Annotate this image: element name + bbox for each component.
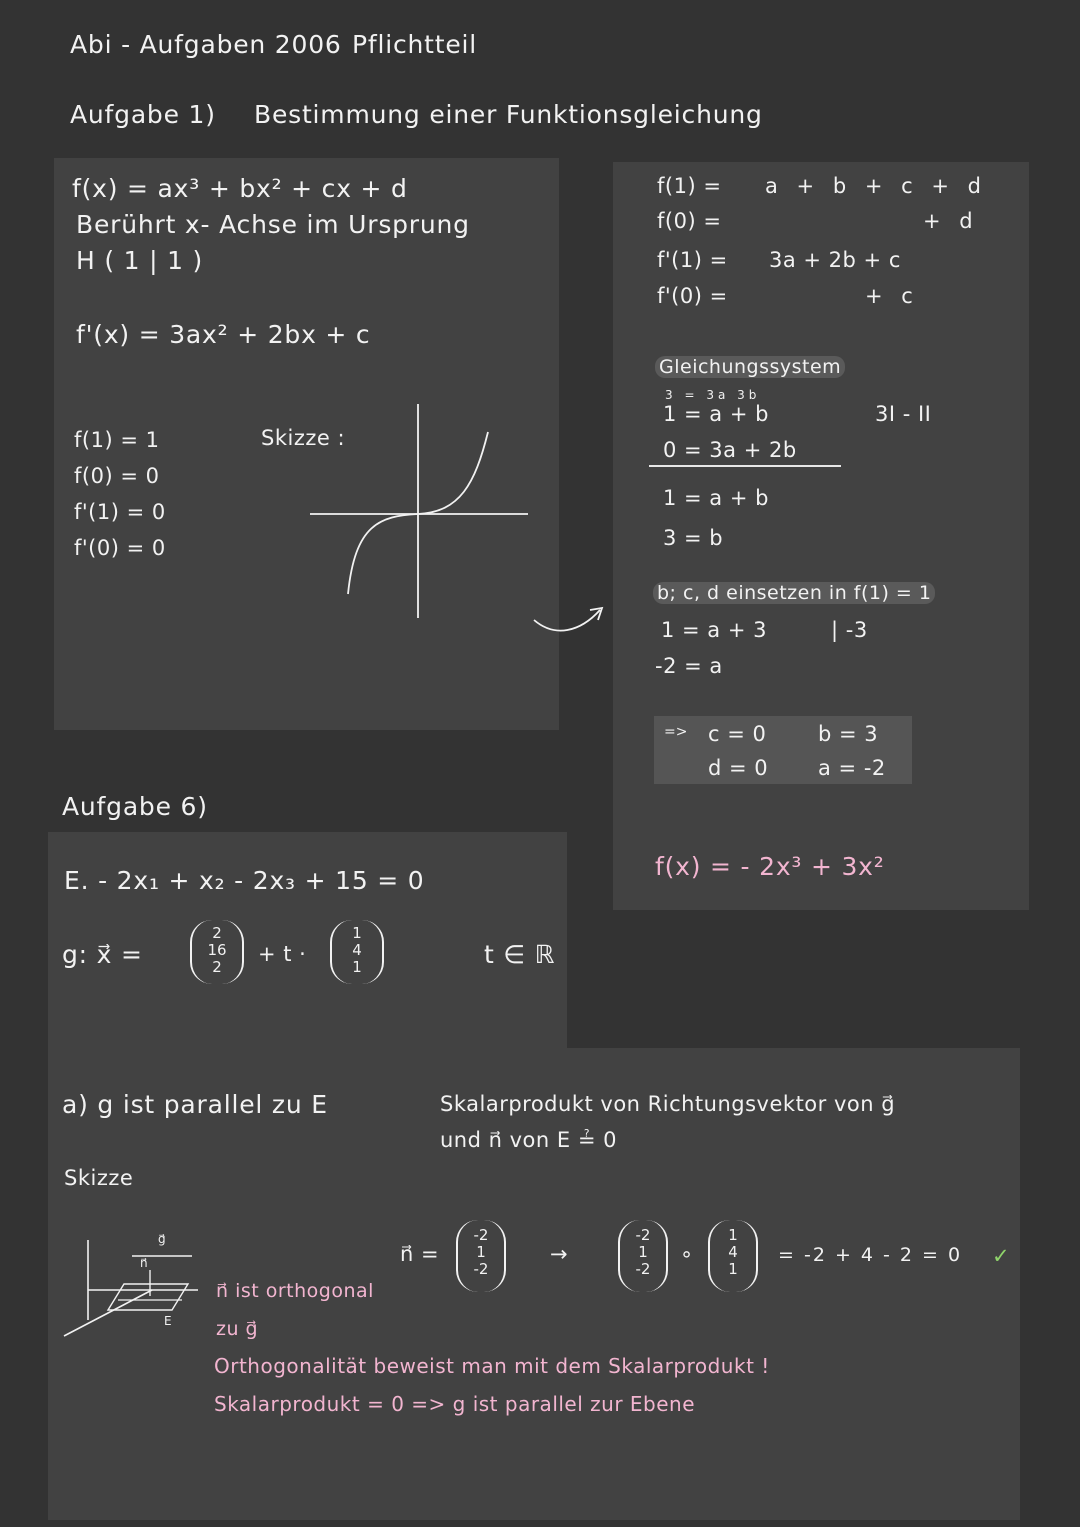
system-row: 0 = 3a + 2b	[663, 438, 797, 462]
task1-solution-panel	[613, 162, 1029, 910]
line-prefix: g: x⃗ =	[62, 940, 143, 969]
support-vector	[190, 920, 244, 984]
task1-heading: Bestimmung einer Funktionsgleichung	[254, 100, 763, 129]
sketch-g-label: g⃗	[158, 1232, 166, 1246]
vector-component: 2	[212, 958, 222, 976]
normal-vector	[456, 1220, 506, 1292]
vector-component: -2	[473, 1260, 489, 1278]
equation-rhs: + d	[923, 209, 979, 233]
substitute-label: b; c, d einsetzen in f(1) = 1	[653, 582, 935, 604]
vector-component: -2	[473, 1226, 489, 1244]
sketch-n-label: n⃗	[140, 1256, 148, 1270]
system-row: 3 = b	[663, 526, 724, 550]
substitute-row: -2 = a	[655, 654, 723, 678]
result-b: b = 3	[818, 722, 879, 746]
plane-sketch	[62, 1220, 212, 1340]
divider	[649, 465, 841, 467]
equation-lhs: f(1) =	[657, 174, 722, 198]
task6-part-a-panel	[48, 1048, 1020, 1520]
system-row: 1 = a + b	[663, 486, 769, 510]
check-icon: ✓	[992, 1244, 1011, 1268]
vector-component: 2	[212, 924, 222, 942]
direction-vector	[330, 920, 384, 984]
arrow-icon: →	[550, 1242, 569, 1266]
vector-component: 1	[352, 958, 362, 976]
condition-origin: Berührt x- Achse im Ursprung	[76, 210, 470, 239]
vector-component: 4	[728, 1243, 738, 1261]
note-conclusion: Skalarprodukt = 0 => g ist parallel zur Ebene	[214, 1392, 696, 1416]
function-definition: f(x) = ax³ + bx² + cx + d	[72, 174, 408, 203]
substitute-operation: | -3	[831, 618, 868, 642]
scalar-result: = -2 + 4 - 2 = 0	[778, 1244, 963, 1266]
derivative: f'(x) = 3ax² + 2bx + c	[76, 320, 371, 349]
arrow-icon	[530, 600, 610, 640]
page-title: Abi - Aufgaben 2006	[70, 30, 342, 59]
note-proof: Orthogonalität beweist man mit dem Skalarprodukt !	[214, 1354, 770, 1378]
result-d: d = 0	[708, 756, 769, 780]
equation-lhs: f'(1) =	[657, 248, 728, 272]
direction-vector	[708, 1220, 758, 1292]
vector-component: 1	[352, 924, 362, 942]
vector-component: 1	[728, 1226, 738, 1244]
parameter-term: + t ·	[258, 942, 307, 966]
scalar-explanation: und n⃗ von E ≟ 0	[440, 1128, 617, 1152]
vector-component: 1	[638, 1243, 648, 1261]
vector-component: 1	[476, 1243, 486, 1261]
task1-panel	[54, 158, 559, 730]
final-function: f(x) = - 2x³ + 3x²	[655, 852, 885, 881]
equation-lhs: f(0) =	[657, 209, 722, 233]
scalar-explanation: Skalarprodukt von Richtungsvektor von g⃗	[440, 1092, 896, 1116]
sketch-label: Skizze	[64, 1166, 134, 1190]
task6-panel	[48, 832, 567, 1048]
plane-equation: E. - 2x₁ + x₂ - 2x₃ + 15 = 0	[64, 866, 425, 895]
result-c: c = 0	[708, 722, 767, 746]
note-orthogonal: zu g⃗	[216, 1318, 259, 1340]
system-label: Gleichungssystem	[655, 356, 845, 378]
sketch-e-label: E	[164, 1314, 172, 1328]
system-row: 1 = a + b	[663, 402, 769, 426]
result-a: a = -2	[818, 756, 886, 780]
condition-row: f'(0) = 0	[74, 536, 166, 560]
page-subtitle: Pflichtteil	[352, 30, 478, 59]
implies-arrow: =>	[664, 724, 688, 740]
condition-row: f'(1) = 0	[74, 500, 166, 524]
equation-rhs: + c	[865, 284, 919, 308]
condition-point: H ( 1 | 1 )	[76, 246, 204, 275]
normal-label: n⃗ =	[400, 1242, 440, 1266]
task6-label: Aufgabe 6)	[62, 792, 208, 821]
equation-lhs: f'(0) =	[657, 284, 728, 308]
vector-component: -2	[635, 1260, 651, 1278]
vector-component: -2	[635, 1226, 651, 1244]
results-box	[654, 716, 912, 784]
sketch-label: Skizze :	[261, 426, 346, 450]
normal-vector	[618, 1220, 668, 1292]
part-a-statement: a) g ist parallel zu E	[62, 1090, 328, 1119]
system-operation: 3I - II	[875, 402, 932, 426]
condition-row: f(1) = 1	[74, 428, 160, 452]
substitute-row: 1 = a + 3	[661, 618, 767, 642]
system-multiplier: 3 = 3a 3b	[665, 388, 761, 402]
note-orthogonal: n⃗ ist orthogonal	[216, 1280, 374, 1302]
parameter-domain: t ∈ ℝ	[484, 940, 556, 969]
vector-component: 1	[728, 1260, 738, 1278]
vector-component: 4	[352, 941, 362, 959]
equation-rhs: 3a + 2b + c	[769, 248, 901, 272]
task1-label: Aufgabe 1)	[70, 100, 216, 129]
dot-operator: ∘	[680, 1242, 694, 1266]
vector-component: 16	[207, 941, 227, 959]
equation-rhs: a + b + c + d	[765, 174, 987, 198]
condition-row: f(0) = 0	[74, 464, 160, 488]
cubic-sketch	[310, 404, 530, 620]
